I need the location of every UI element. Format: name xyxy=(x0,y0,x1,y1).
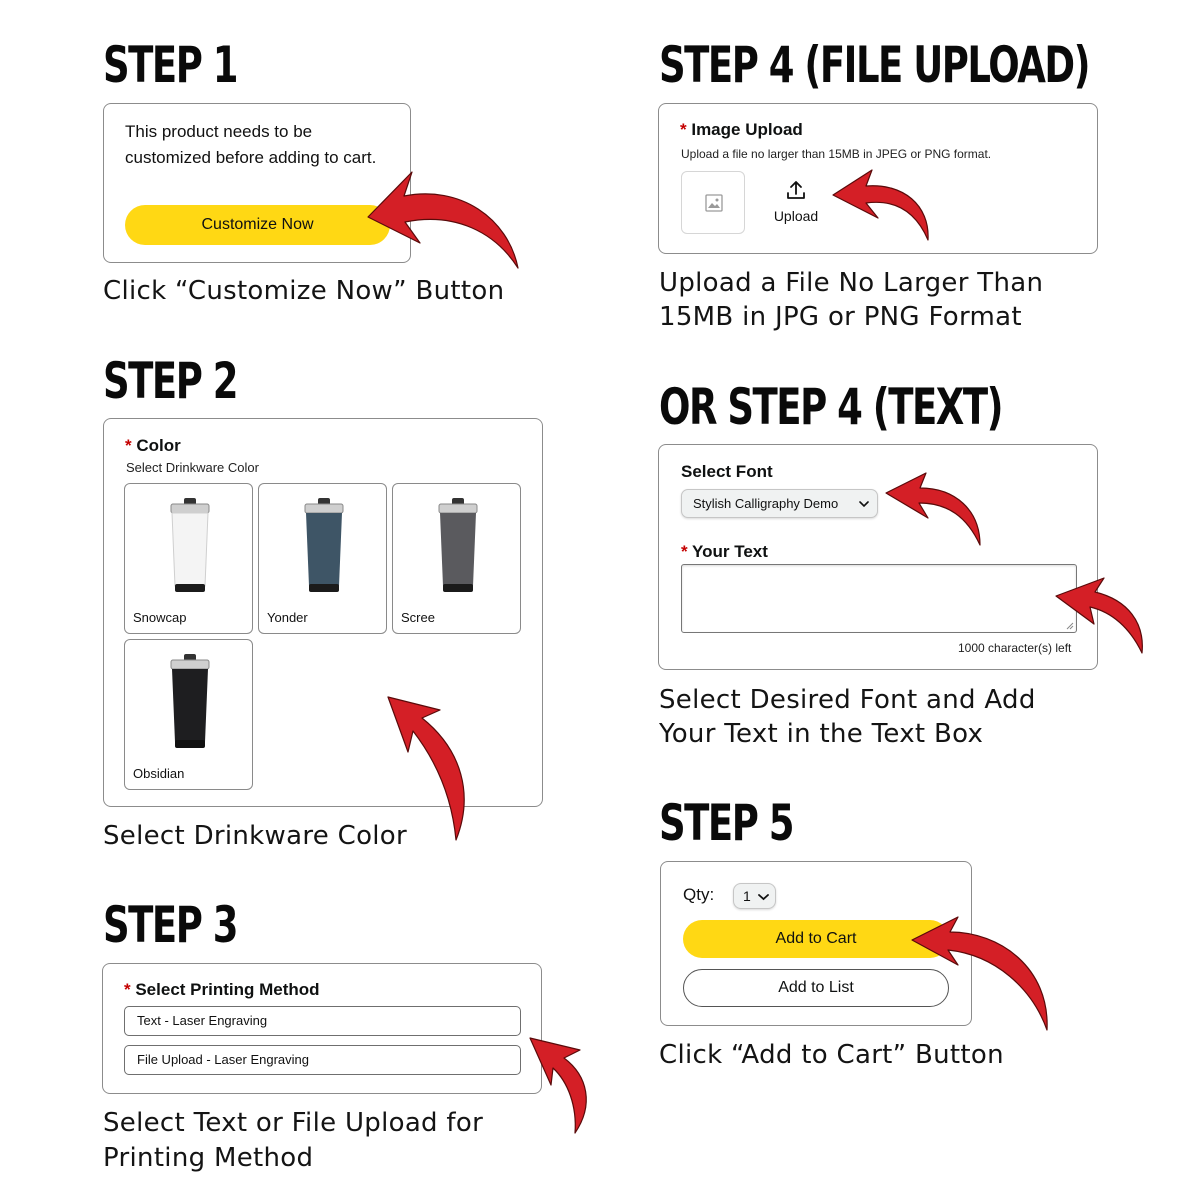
select-font-label: Select Font xyxy=(681,462,773,481)
qty-value: 1 xyxy=(743,888,751,904)
swatch-label: Obsidian xyxy=(133,766,185,781)
swatch-label: Yonder xyxy=(267,610,308,625)
step2-caption: Select Drinkware Color xyxy=(103,821,408,851)
option-file-upload-laser[interactable]: File Upload - Laser Engraving xyxy=(124,1045,521,1075)
step4-upload-caption-line1: Upload a File No Larger Than xyxy=(659,268,1044,298)
step4-text-caption-line1: Select Desired Font and Add xyxy=(659,685,1036,715)
add-to-list-button[interactable]: Add to List xyxy=(683,969,949,1007)
step1-caption: Click “Customize Now” Button xyxy=(103,276,505,306)
step2-title: STEP 2 xyxy=(103,352,238,410)
step4-text-title: OR STEP 4 (TEXT) xyxy=(659,378,1003,436)
swatch-label: Snowcap xyxy=(133,610,187,625)
step4-upload-title: STEP 4 (FILE UPLOAD) xyxy=(659,36,1090,94)
customize-message: This product needs to be customized before adding to cart. xyxy=(125,122,377,167)
image-upload-hint: Upload a file no larger than 15MB in JPEG or PNG format. xyxy=(681,147,992,161)
font-select-value: Stylish Calligraphy Demo xyxy=(693,496,839,511)
red-arrow-icon xyxy=(1056,578,1142,653)
step3-caption-line2: Printing Method xyxy=(103,1143,314,1173)
color-hint: Select Drinkware Color xyxy=(126,460,259,475)
step5-caption: Click “Add to Cart” Button xyxy=(659,1040,1004,1070)
color-label: * Color xyxy=(125,436,181,455)
qty-label: Qty: xyxy=(683,885,715,904)
red-arrow-icon xyxy=(833,170,928,240)
customize-now-button[interactable]: Customize Now xyxy=(125,205,390,245)
your-text-label: * Your Text xyxy=(681,542,768,561)
red-arrow-icon xyxy=(912,917,1047,1030)
swatch-label: Scree xyxy=(401,610,435,625)
step4-text-caption-line2: Your Text in the Text Box xyxy=(659,719,984,749)
character-counter: 1000 character(s) left xyxy=(958,641,1072,655)
red-arrow-icon xyxy=(886,473,980,545)
image-upload-label: * Image Upload xyxy=(680,120,803,139)
add-to-cart-button[interactable]: Add to Cart xyxy=(683,920,949,958)
option-text-laser[interactable]: Text - Laser Engraving xyxy=(124,1006,521,1036)
step3-title: STEP 3 xyxy=(103,896,238,954)
red-arrow-icon xyxy=(388,697,464,840)
step3-caption-line1: Select Text or File Upload for xyxy=(103,1108,484,1138)
upload-label: Upload xyxy=(773,208,819,224)
step5-title: STEP 5 xyxy=(659,794,794,852)
red-arrow-icon xyxy=(530,1038,586,1133)
step4-upload-caption-line2: 15MB in JPG or PNG Format xyxy=(659,302,1022,332)
step1-title: STEP 1 xyxy=(103,36,238,94)
printing-method-label: * Select Printing Method xyxy=(124,980,320,999)
red-arrow-icon xyxy=(368,172,518,268)
